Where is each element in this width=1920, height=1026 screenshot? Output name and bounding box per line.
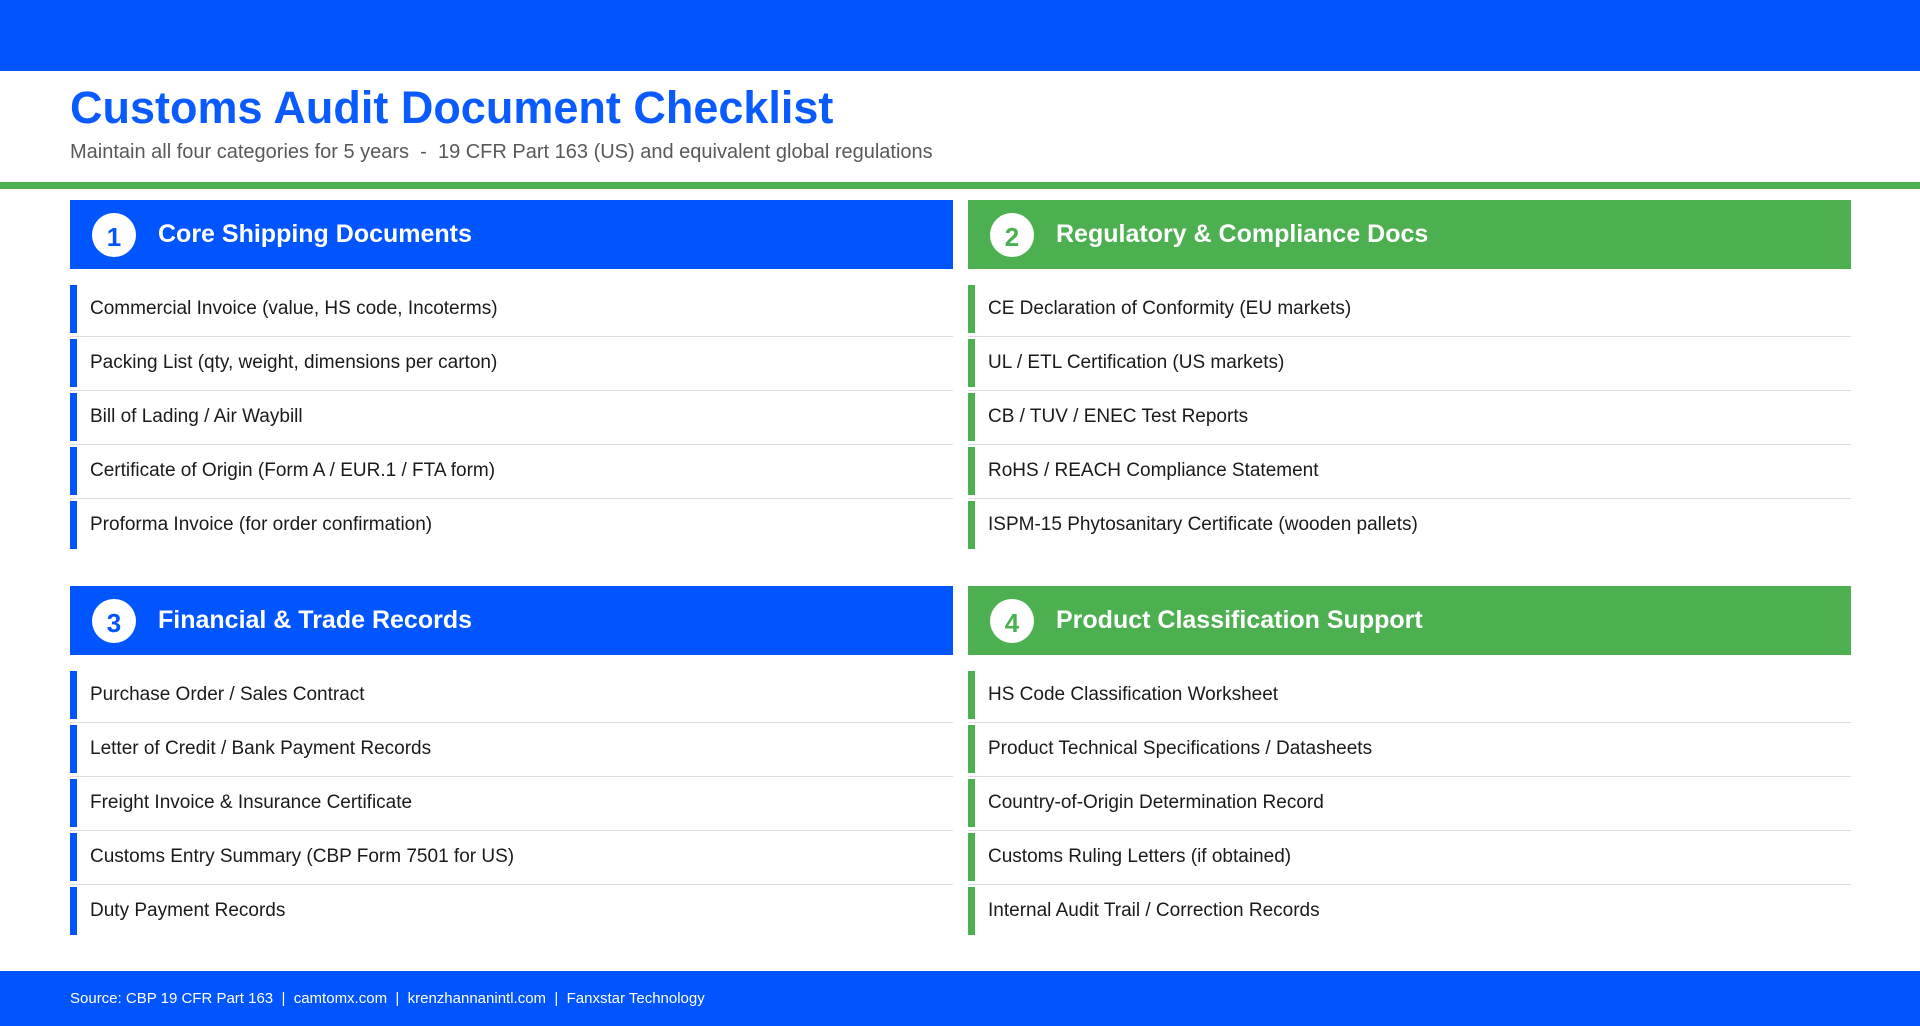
section-title: Regulatory & Compliance Docs — [1056, 220, 1429, 248]
section-header — [968, 200, 1851, 269]
checklist-item — [70, 393, 953, 441]
checklist-item-label: RoHS / REACH Compliance Statement — [988, 460, 1319, 481]
checklist-item — [968, 447, 1851, 495]
header-divider — [0, 182, 1920, 189]
checklist-item — [70, 887, 953, 935]
checklist-item-label: UL / ETL Certification (US markets) — [988, 352, 1285, 373]
checklist-item — [968, 779, 1851, 827]
section-regulatory-compliance-docs — [968, 200, 1851, 555]
checklist — [968, 285, 1851, 549]
checklist-item — [70, 833, 953, 881]
checklist-item — [968, 671, 1851, 719]
section-number-badge: 2 — [990, 213, 1034, 257]
checklist-item — [968, 887, 1851, 935]
section-core-shipping-documents — [70, 200, 953, 555]
checklist — [70, 671, 953, 935]
checklist-item-label: ISPM-15 Phytosanitary Certificate (wooden pallets) — [988, 514, 1418, 535]
checklist-item-label: Letter of Credit / Bank Payment Records — [90, 738, 432, 759]
checklist-item-label: Bill of Lading / Air Waybill — [90, 406, 303, 427]
checklist-item — [70, 779, 953, 827]
checklist-item — [70, 501, 953, 549]
section-header — [70, 200, 953, 269]
section-title: Core Shipping Documents — [158, 220, 472, 248]
checklist-item-label: Packing List (qty, weight, dimensions per carton) — [90, 352, 498, 373]
section-number-badge: 4 — [990, 599, 1034, 643]
checklist-item-label: CB / TUV / ENEC Test Reports — [988, 406, 1249, 427]
section-title: Product Classification Support — [1056, 606, 1423, 634]
section-number-badge: 3 — [92, 599, 136, 643]
checklist-item-label: Commercial Invoice (value, HS code, Incoterms) — [90, 298, 498, 319]
checklist-item — [968, 725, 1851, 773]
checklist — [70, 285, 953, 549]
checklist-item — [968, 833, 1851, 881]
checklist-item-label: Purchase Order / Sales Contract — [90, 684, 365, 705]
checklist-item-label: Product Technical Specifications / Datasheets — [988, 738, 1373, 759]
checklist-item — [968, 339, 1851, 387]
page-title: Customs Audit Document Checklist — [70, 82, 834, 133]
footer-banner — [0, 971, 1920, 1026]
checklist-item-label: HS Code Classification Worksheet — [988, 684, 1279, 705]
top-banner — [0, 0, 1920, 71]
checklist-item-label: Customs Entry Summary (CBP Form 7501 for US) — [90, 846, 515, 867]
footer-source-text: Source: CBP 19 CFR Part 163 | camtomx.com | krenzhannanintl.com | Fanxstar Technology — [70, 990, 705, 1007]
section-header — [70, 586, 953, 655]
checklist-item-label: Country-of-Origin Determination Record — [988, 792, 1324, 813]
checklist-item-label: Duty Payment Records — [90, 900, 286, 921]
checklist-item — [968, 501, 1851, 549]
checklist-item-label: CE Declaration of Conformity (EU markets) — [988, 298, 1352, 319]
section-product-classification-support — [968, 586, 1851, 941]
checklist-item — [70, 285, 953, 333]
section-header — [968, 586, 1851, 655]
checklist-item — [968, 393, 1851, 441]
checklist-item-label: Internal Audit Trail / Correction Records — [988, 900, 1320, 921]
checklist-item-label: Proforma Invoice (for order confirmation) — [90, 514, 433, 535]
checklist-item — [70, 339, 953, 387]
checklist-item-label: Customs Ruling Letters (if obtained) — [988, 846, 1292, 867]
checklist-item — [968, 285, 1851, 333]
checklist-item-label: Freight Invoice & Insurance Certificate — [90, 792, 413, 813]
checklist-item — [70, 447, 953, 495]
section-financial-trade-records — [70, 586, 953, 941]
checklist — [968, 671, 1851, 935]
checklist-item — [70, 725, 953, 773]
section-number-badge: 1 — [92, 213, 136, 257]
checklist-item — [70, 671, 953, 719]
page-subtitle: Maintain all four categories for 5 years - 19 CFR Part 163 (US) and equivalent global regulations — [70, 141, 933, 163]
section-title: Financial & Trade Records — [158, 606, 472, 634]
checklist-item-label: Certificate of Origin (Form A / EUR.1 / FTA form) — [90, 460, 496, 481]
